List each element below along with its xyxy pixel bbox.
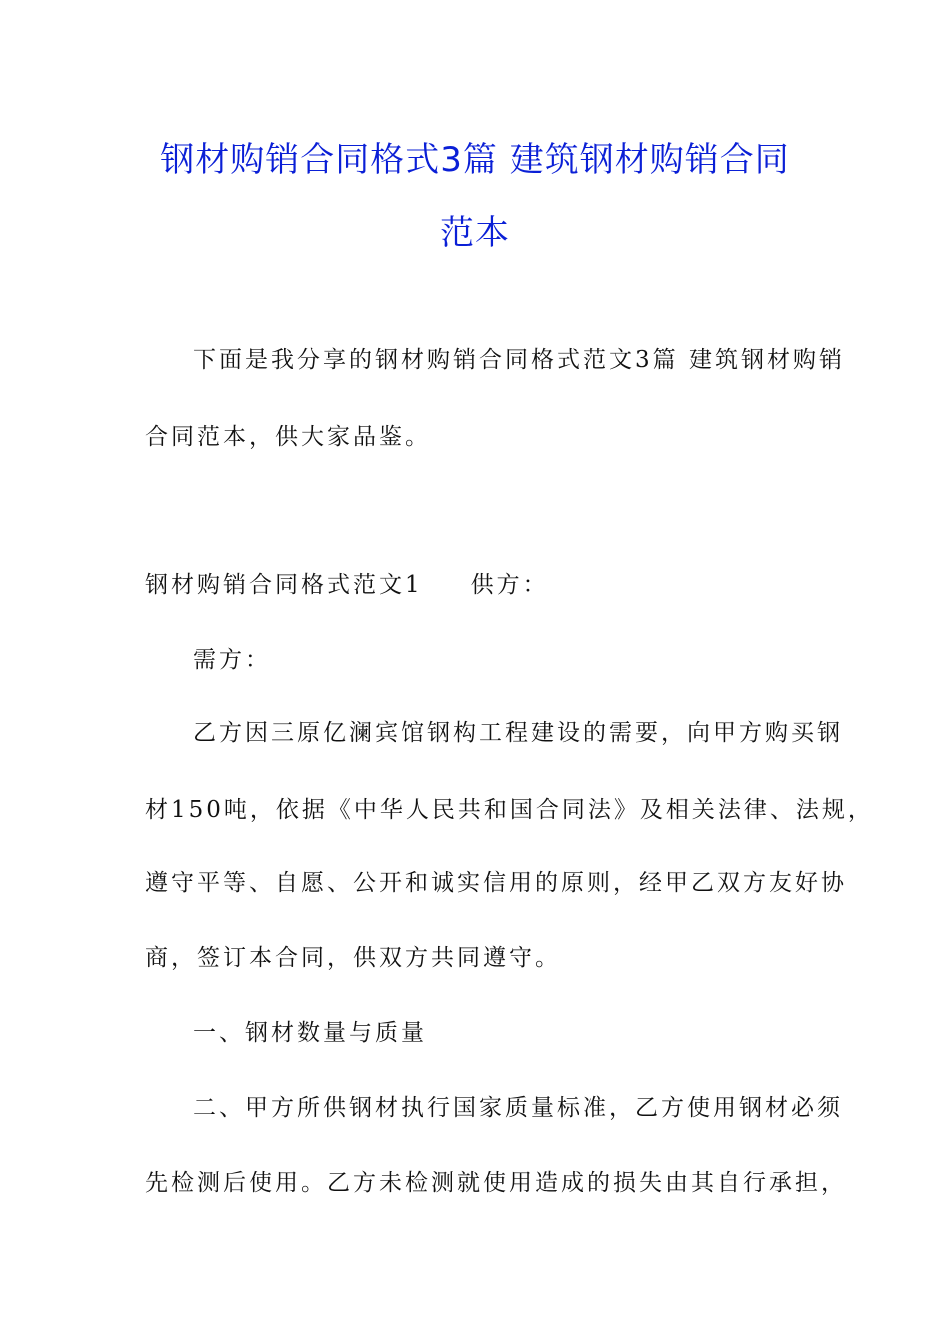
document-title-line-1: 钢材购销合同格式3篇 建筑钢材购销合同 (160, 140, 790, 180)
clause-2-line-1: 二、甲方所供钢材执行国家质量标准，乙方使用钢材必须 (193, 1095, 843, 1121)
buyer-label: 需方： (193, 647, 271, 673)
clause-2-line-2: 先检测后使用。乙方未检测就使用造成的损失由其自行承担， (145, 1170, 847, 1196)
supplier-label: 供方： (470, 572, 549, 598)
section-heading: 钢材购销合同格式范文1 (145, 572, 423, 598)
document-title-line-2: 范本 (440, 213, 510, 253)
paragraph-1-line-2: 材150吨，依据《中华人民共和国合同法》及相关法律、法规， (145, 797, 874, 823)
clause-1: 一、钢材数量与质量 (193, 1020, 427, 1046)
paragraph-1-line-1: 乙方因三原亿澜宾馆钢构工程建设的需要，向甲方购买钢 (193, 720, 843, 746)
intro-line-1: 下面是我分享的钢材购销合同格式范文3篇 建筑钢材购销 (193, 347, 845, 373)
intro-line-2: 合同范本，供大家品鉴。 (145, 424, 431, 450)
paragraph-1-line-3: 遵守平等、自愿、公开和诚实信用的原则，经甲乙双方友好协 (145, 870, 847, 896)
section-heading-row (145, 570, 549, 600)
paragraph-1-line-4: 商，签订本合同，供双方共同遵守。 (145, 945, 561, 971)
